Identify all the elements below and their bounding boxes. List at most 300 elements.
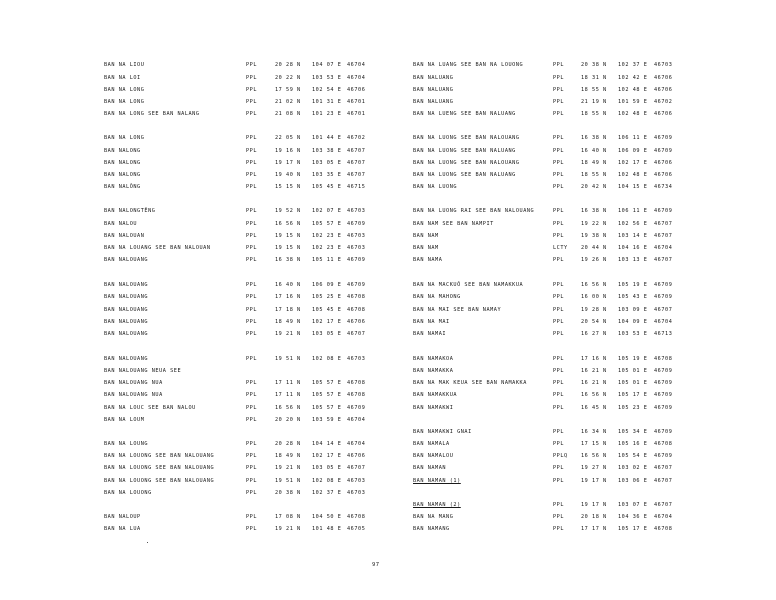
- entry-code: 46708: [347, 307, 366, 313]
- entry-lat: 18 55 N: [581, 87, 607, 93]
- entry-lon: 102 54 E: [312, 87, 342, 93]
- entry-code: 46706: [654, 160, 673, 166]
- entry-code: 46709: [654, 405, 673, 411]
- entry-name: BAN NAMAI: [413, 331, 447, 337]
- entry-name: BAN NALOUANG: [104, 356, 149, 362]
- entry-code: 46708: [347, 392, 366, 398]
- entry-name: BAN NALOUAN: [104, 233, 145, 239]
- entry-lat: 20 28 N: [275, 62, 301, 68]
- entry-type: PPL: [246, 172, 258, 178]
- entry-lat: 16 38 N: [581, 208, 607, 214]
- entry-code: 46709: [654, 453, 673, 459]
- entry-lon: 101 59 E: [618, 99, 648, 105]
- entry-type: PPL: [246, 465, 258, 471]
- entry-name: BAN NALONG: [104, 160, 141, 166]
- entry-code: 46706: [654, 87, 673, 93]
- entry-lon: 101 48 E: [312, 526, 342, 532]
- entry-type: PPL: [246, 245, 258, 251]
- entry-name: BAN NALUANG: [413, 87, 454, 93]
- entry-type: PPL: [246, 111, 258, 117]
- entry-type: PPL: [553, 465, 565, 471]
- entry-name: BAN NA LONG SEE BAN NALANG: [104, 111, 200, 117]
- entry-code: 46707: [654, 502, 673, 508]
- entry-lon: 103 35 E: [312, 172, 342, 178]
- entry-code: 46703: [347, 245, 366, 251]
- entry-lat: 19 51 N: [275, 356, 301, 362]
- entry-lat: 20 22 N: [275, 75, 301, 81]
- entry-name: BAN NA LOUNG: [104, 441, 149, 447]
- entry-type: PPL: [246, 233, 258, 239]
- entry-lat: 17 11 N: [275, 392, 301, 398]
- entry-lon: 102 07 E: [312, 208, 342, 214]
- entry-type: PPL: [553, 111, 565, 117]
- entry-lat: 17 18 N: [275, 307, 301, 313]
- entry-type: PPL: [246, 257, 258, 263]
- entry-name: BAN NAMAN (1): [413, 478, 461, 484]
- entry-type: PPL: [246, 282, 258, 288]
- entry-type: PPL: [246, 87, 258, 93]
- entry-code: 46707: [347, 160, 366, 166]
- entry-lon: 106 09 E: [312, 282, 342, 288]
- entry-code: 46707: [654, 307, 673, 313]
- entry-lon: 105 01 E: [618, 380, 648, 386]
- entry-type: PPL: [246, 75, 258, 81]
- entry-name: BAN NA LONG: [104, 87, 145, 93]
- entry-code: 46707: [347, 148, 366, 154]
- entry-name: BAN NALONGTÊNG: [104, 208, 156, 214]
- entry-code: 46709: [654, 380, 673, 386]
- entry-code: 46709: [654, 368, 673, 374]
- entry-name: BAN NAMA: [413, 257, 443, 263]
- entry-name: BAN NAM SEE BAN NAMPIT: [413, 221, 494, 227]
- entry-name: BAN NA LONG: [104, 99, 145, 105]
- entry-lon: 104 16 E: [618, 245, 648, 251]
- entry-lon: 105 54 E: [618, 453, 648, 459]
- entry-name: BAN NAM: [413, 233, 439, 239]
- entry-name: BAN NALUANG: [413, 75, 454, 81]
- entry-code: 46709: [347, 221, 366, 227]
- entry-lon: 105 19 E: [618, 282, 648, 288]
- entry-name: BAN NA LUONG: [413, 184, 458, 190]
- entry-lat: 19 38 N: [581, 233, 607, 239]
- entry-lon: 103 05 E: [312, 160, 342, 166]
- entry-code: 46702: [654, 99, 673, 105]
- entry-type: PPL: [553, 429, 565, 435]
- entry-code: 46706: [347, 453, 366, 459]
- entry-type: PPL: [553, 502, 565, 508]
- entry-code: 46706: [347, 319, 366, 325]
- entry-name: BAN NALUANG: [413, 99, 454, 105]
- entry-type: PPL: [246, 490, 258, 496]
- entry-code: 46707: [654, 233, 673, 239]
- entry-code: 46701: [347, 99, 366, 105]
- entry-lon: 102 17 E: [312, 319, 342, 325]
- entry-name: BAN NALONG: [104, 172, 141, 178]
- entry-name: BAN NAMAKKUA: [413, 392, 458, 398]
- entry-lon: 102 08 E: [312, 356, 342, 362]
- entry-name: BAN NALOUP: [104, 514, 141, 520]
- entry-type: PPL: [246, 307, 258, 313]
- entry-name: BAN NALOUANG NEUA SEE: [104, 368, 182, 374]
- entry-lat: 18 49 N: [581, 160, 607, 166]
- entry-lat: 16 56 N: [581, 453, 607, 459]
- entry-lon: 102 42 E: [618, 75, 648, 81]
- entry-type: PPL: [246, 208, 258, 214]
- entry-type: PPL: [246, 453, 258, 459]
- entry-code: 46705: [347, 526, 366, 532]
- entry-lon: 103 02 E: [618, 465, 648, 471]
- entry-code: 46709: [347, 405, 366, 411]
- entry-type: PPL: [553, 62, 565, 68]
- entry-code: 46707: [654, 257, 673, 263]
- entry-name: BAN NAM: [413, 245, 439, 251]
- entry-type: PPL: [553, 526, 565, 532]
- entry-lat: 18 49 N: [275, 319, 301, 325]
- entry-type: PPL: [553, 221, 565, 227]
- entry-code: 46704: [654, 319, 673, 325]
- entry-lon: 103 05 E: [312, 331, 342, 337]
- entry-code: 46706: [654, 111, 673, 117]
- entry-lon: 103 38 E: [312, 148, 342, 154]
- entry-type: PPL: [246, 294, 258, 300]
- entry-lat: 20 20 N: [275, 417, 301, 423]
- entry-name: BAN NALOUANG: [104, 331, 149, 337]
- entry-type: PPL: [553, 441, 565, 447]
- entry-code: 46708: [347, 294, 366, 300]
- entry-type: PPL: [246, 148, 258, 154]
- entry-lon: 105 34 E: [618, 429, 648, 435]
- entry-lon: 105 23 E: [618, 405, 648, 411]
- entry-lat: 20 38 N: [275, 490, 301, 496]
- entry-code: 46707: [347, 331, 366, 337]
- entry-lat: 16 40 N: [581, 148, 607, 154]
- entry-lat: 21 19 N: [581, 99, 607, 105]
- entry-type: PPL: [553, 148, 565, 154]
- entry-type: PPL: [246, 221, 258, 227]
- entry-lat: 18 55 N: [581, 111, 607, 117]
- entry-name: BAN NA LOUONG: [104, 490, 152, 496]
- entry-lat: 21 08 N: [275, 111, 301, 117]
- entry-lon: 105 17 E: [618, 392, 648, 398]
- entry-type: PPL: [246, 441, 258, 447]
- entry-lon: 105 01 E: [618, 368, 648, 374]
- entry-code: 46703: [347, 478, 366, 484]
- entry-type: PPL: [246, 526, 258, 532]
- entry-code: 46709: [347, 257, 366, 263]
- entry-lon: 103 14 E: [618, 233, 648, 239]
- entry-code: 46708: [347, 514, 366, 520]
- entry-type: PPL: [553, 294, 565, 300]
- entry-code: 46703: [347, 233, 366, 239]
- entry-lon: 103 09 E: [618, 307, 648, 313]
- entry-code: 46709: [654, 282, 673, 288]
- entry-lat: 19 22 N: [581, 221, 607, 227]
- entry-lat: 19 21 N: [275, 465, 301, 471]
- entry-code: 46706: [347, 87, 366, 93]
- entry-lat: 17 15 N: [581, 441, 607, 447]
- entry-lon: 101 23 E: [312, 111, 342, 117]
- entry-lon: 102 17 E: [312, 453, 342, 459]
- entry-type: PPL: [246, 514, 258, 520]
- entry-lat: 16 56 N: [275, 405, 301, 411]
- entry-name: BAN NA MACKUÔ SEE BAN NAMAKKUA: [413, 282, 524, 288]
- entry-name: BAN NALOUANG: [104, 319, 149, 325]
- entry-code: 46707: [347, 465, 366, 471]
- entry-name: BAN NAMAKWI: [413, 405, 454, 411]
- entry-lon: 102 48 E: [618, 172, 648, 178]
- entry-lat: 21 02 N: [275, 99, 301, 105]
- entry-name: BAN NAMAKKA: [413, 368, 454, 374]
- entry-name: BAN NAMAKWI GNAI: [413, 429, 472, 435]
- entry-lon: 102 23 E: [312, 233, 342, 239]
- entry-type: PPL: [553, 208, 565, 214]
- entry-lat: 20 18 N: [581, 514, 607, 520]
- entry-type: PPL: [246, 380, 258, 386]
- entry-type: PPL: [246, 160, 258, 166]
- entry-lon: 103 06 E: [618, 478, 648, 484]
- entry-code: 46709: [654, 429, 673, 435]
- entry-lat: 19 28 N: [581, 307, 607, 313]
- entry-code: 46708: [654, 356, 673, 362]
- entry-lat: 19 40 N: [275, 172, 301, 178]
- entry-lon: 102 48 E: [618, 111, 648, 117]
- entry-lat: 16 45 N: [581, 405, 607, 411]
- entry-lat: 20 44 N: [581, 245, 607, 251]
- entry-name: BAN NA LOUM: [104, 417, 145, 423]
- entry-type: LCTY: [553, 245, 568, 251]
- entry-name: BAN NA MAK KEUA SEE BAN NAMAKKA: [413, 380, 527, 386]
- entry-lat: 18 31 N: [581, 75, 607, 81]
- entry-type: PPL: [246, 184, 258, 190]
- entry-name: BAN NAMAKOA: [413, 356, 454, 362]
- entry-code: 46709: [654, 208, 673, 214]
- entry-type: PPL: [553, 257, 565, 263]
- entry-lon: 102 48 E: [618, 87, 648, 93]
- entry-type: PPL: [553, 172, 565, 178]
- entry-name: BAN NA LUONG SEE BAN NALUANG: [413, 148, 516, 154]
- entry-lon: 104 15 E: [618, 184, 648, 190]
- entry-lat: 15 15 N: [275, 184, 301, 190]
- entry-type: PPL: [553, 75, 565, 81]
- entry-name: BAN NALONG: [104, 148, 141, 154]
- entry-lat: 19 17 N: [581, 502, 607, 508]
- entry-lat: 16 56 N: [275, 221, 301, 227]
- entry-type: PPLQ: [553, 453, 568, 459]
- entry-type: PPL: [553, 160, 565, 166]
- entry-code: 46707: [347, 172, 366, 178]
- entry-lat: 20 38 N: [581, 62, 607, 68]
- entry-lon: 103 53 E: [618, 331, 648, 337]
- entry-lon: 105 17 E: [618, 526, 648, 532]
- entry-lat: 16 00 N: [581, 294, 607, 300]
- entry-lon: 101 44 E: [312, 135, 342, 141]
- entry-name: BAN NA LONG: [104, 135, 145, 141]
- entry-code: 46708: [654, 441, 673, 447]
- entry-code: 46703: [347, 208, 366, 214]
- entry-lon: 102 56 E: [618, 221, 648, 227]
- entry-lon: 103 05 E: [312, 465, 342, 471]
- entry-name: BAN NALOUANG NUA: [104, 380, 163, 386]
- entry-lon: 102 37 E: [312, 490, 342, 496]
- entry-name: BAN NA MAI: [413, 319, 450, 325]
- entry-lon: 105 19 E: [618, 356, 648, 362]
- entry-type: PPL: [553, 99, 565, 105]
- entry-type: PPL: [553, 233, 565, 239]
- entry-lon: 106 09 E: [618, 148, 648, 154]
- entry-name: BAN NA LUENG SEE BAN NALUANG: [413, 111, 516, 117]
- entry-lon: 103 07 E: [618, 502, 648, 508]
- entry-lon: 106 11 E: [618, 208, 648, 214]
- entry-lat: 16 21 N: [581, 368, 607, 374]
- entry-name: BAN NAMAN (2): [413, 502, 461, 508]
- entry-code: 46715: [347, 184, 366, 190]
- entry-type: PPL: [246, 62, 258, 68]
- entry-lat: 22 05 N: [275, 135, 301, 141]
- entry-lat: 16 38 N: [275, 257, 301, 263]
- entry-lon: 104 14 E: [312, 441, 342, 447]
- entry-lat: 17 59 N: [275, 87, 301, 93]
- entry-name: BAN NA MAHONG: [413, 294, 461, 300]
- entry-name: BAN NA LOUANG SEE BAN NALOUAN: [104, 245, 211, 251]
- entry-lon: 105 16 E: [618, 441, 648, 447]
- stray-mark: [147, 542, 148, 543]
- entry-code: 46734: [654, 184, 673, 190]
- entry-lat: 19 26 N: [581, 257, 607, 263]
- entry-lat: 16 34 N: [581, 429, 607, 435]
- entry-lat: 19 21 N: [275, 331, 301, 337]
- entry-name: BAN NAMALA: [413, 441, 450, 447]
- entry-lon: 105 25 E: [312, 294, 342, 300]
- entry-lon: 105 11 E: [312, 257, 342, 263]
- entry-name: BAN NA LUONG RAI SEE BAN NALOUANG: [413, 208, 535, 214]
- entry-name: BAN NA MANG: [413, 514, 454, 520]
- entry-code: 46706: [654, 172, 673, 178]
- entry-lon: 105 57 E: [312, 405, 342, 411]
- entry-code: 46709: [654, 294, 673, 300]
- entry-lon: 104 50 E: [312, 514, 342, 520]
- entry-code: 46706: [654, 75, 673, 81]
- entry-name: BAN NALOU: [104, 221, 138, 227]
- entry-name: BAN NALOUANG NUA: [104, 392, 163, 398]
- entry-name: BAN NA LUONG SEE BAN NALUANG: [413, 172, 516, 178]
- entry-lat: 20 28 N: [275, 441, 301, 447]
- entry-lat: 19 15 N: [275, 233, 301, 239]
- entry-code: 46703: [347, 356, 366, 362]
- entry-type: PPL: [246, 356, 258, 362]
- entry-name: BAN NA LUA: [104, 526, 141, 532]
- entry-lon: 104 07 E: [312, 62, 342, 68]
- entry-name: BAN NA LIOU: [104, 62, 145, 68]
- entry-code: 46704: [347, 62, 366, 68]
- entry-name: BAN NALOUANG: [104, 294, 149, 300]
- entry-lat: 17 16 N: [275, 294, 301, 300]
- entry-name: BAN NALOUANG: [104, 282, 149, 288]
- entry-name: BAN NALOUANG: [104, 257, 149, 263]
- entry-lat: 19 17 N: [581, 478, 607, 484]
- entry-code: 46703: [347, 490, 366, 496]
- entry-type: PPL: [553, 405, 565, 411]
- entry-lon: 105 57 E: [312, 380, 342, 386]
- entry-lon: 102 17 E: [618, 160, 648, 166]
- entry-name: BAN NA LUANG SEE BAN NA LOUONG: [413, 62, 524, 68]
- entry-lat: 20 42 N: [581, 184, 607, 190]
- entry-lon: 105 45 E: [312, 307, 342, 313]
- entry-lon: 103 53 E: [312, 75, 342, 81]
- entry-lat: 16 56 N: [581, 392, 607, 398]
- entry-name: BAN NA LOUONG SEE BAN NALOUANG: [104, 465, 215, 471]
- entry-lat: 19 52 N: [275, 208, 301, 214]
- entry-type: PPL: [246, 405, 258, 411]
- entry-code: 46713: [654, 331, 673, 337]
- entry-name: BAN NAMANG: [413, 526, 450, 532]
- entry-lat: 19 16 N: [275, 148, 301, 154]
- entry-lon: 105 45 E: [312, 184, 342, 190]
- entry-lat: 16 40 N: [275, 282, 301, 288]
- entry-code: 46707: [654, 465, 673, 471]
- entry-name: BAN NA LOI: [104, 75, 141, 81]
- entry-lat: 16 21 N: [581, 380, 607, 386]
- entry-type: PPL: [246, 417, 258, 423]
- entry-type: PPL: [553, 184, 565, 190]
- entry-name: BAN NALOUANG: [104, 307, 149, 313]
- entry-lon: 104 09 E: [618, 319, 648, 325]
- entry-code: 46707: [654, 221, 673, 227]
- entry-code: 46702: [347, 135, 366, 141]
- entry-lat: 17 11 N: [275, 380, 301, 386]
- entry-code: 46709: [654, 148, 673, 154]
- entry-type: PPL: [553, 135, 565, 141]
- entry-lon: 101 31 E: [312, 99, 342, 105]
- entry-lat: 19 51 N: [275, 478, 301, 484]
- entry-type: PPL: [246, 99, 258, 105]
- entry-code: 46707: [654, 478, 673, 484]
- entry-lon: 103 59 E: [312, 417, 342, 423]
- entry-type: PPL: [553, 368, 565, 374]
- entry-code: 46709: [654, 135, 673, 141]
- entry-lat: 19 15 N: [275, 245, 301, 251]
- entry-name: BAN NAMALOU: [413, 453, 454, 459]
- entry-code: 46703: [654, 62, 673, 68]
- entry-name: BAN NA LUONG SEE BAN NALOUANG: [413, 160, 520, 166]
- entry-lon: 105 43 E: [618, 294, 648, 300]
- entry-lat: 16 27 N: [581, 331, 607, 337]
- entry-lat: 20 54 N: [581, 319, 607, 325]
- entry-lat: 17 17 N: [581, 526, 607, 532]
- entry-name: BAN NA LUONG SEE BAN NALOUANG: [413, 135, 520, 141]
- entry-type: PPL: [246, 135, 258, 141]
- entry-name: BAN NA LOUONG SEE BAN NALOUANG: [104, 478, 215, 484]
- entry-type: PPL: [553, 392, 565, 398]
- entry-lon: 105 57 E: [312, 221, 342, 227]
- entry-lon: 103 13 E: [618, 257, 648, 263]
- entry-name: BAN NA LOUC SEE BAN NALOU: [104, 405, 196, 411]
- entry-lat: 16 56 N: [581, 282, 607, 288]
- entry-lat: 16 38 N: [581, 135, 607, 141]
- entry-lon: 104 36 E: [618, 514, 648, 520]
- entry-type: PPL: [553, 514, 565, 520]
- entry-lon: 102 23 E: [312, 245, 342, 251]
- entry-name: BAN NAMAN: [413, 465, 447, 471]
- entry-lon: 102 37 E: [618, 62, 648, 68]
- entry-type: PPL: [553, 319, 565, 325]
- entry-type: PPL: [246, 319, 258, 325]
- entry-name: BAN NALÔNG: [104, 184, 141, 190]
- entry-code: 46709: [654, 392, 673, 398]
- entry-code: 46704: [347, 75, 366, 81]
- entry-lat: 18 55 N: [581, 172, 607, 178]
- entry-code: 46704: [654, 514, 673, 520]
- entry-type: PPL: [246, 331, 258, 337]
